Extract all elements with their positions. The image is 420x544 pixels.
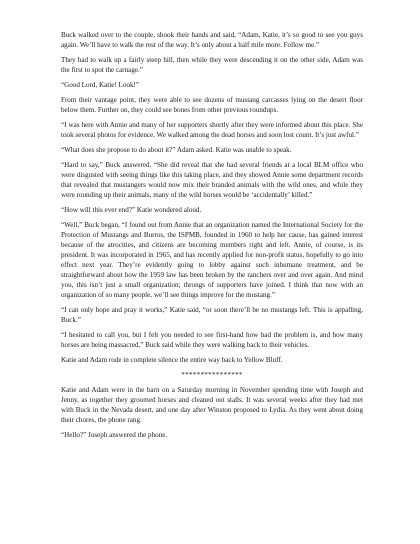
paragraph-7: “Hard to say,” Buck answered. “She did reveal that she had several friends at a local BLM office who were disgusted with seeing things like this taking place, and they showed Annie some department records that revealed that mustangers would now mix their branded animals with the wild ones, and while they were rounding up their animals, many of the wild horses would be ‘accidentally’ killed.” [61,161,363,199]
paragraph-6: “What does she propose to do about it?” Adam asked. Katie was unable to speak. [61,146,292,154]
paragraph-8: “How will this ever end?” Katie wondered aloud. [61,206,202,214]
paragraph-9: “Well,” Buck began, “I found out from Annie that an organization named the International Society for the Protection of Mustangs and Burros, the ISPMB, founded in 1960 to help her cause, has gained interest because of the atrocities, and citizens are becoming members right and left. Annie, of course, is its president. It was incorporated in 1965, and has recently applied for non-profit status, hopefully to go into effect next year. They’re evidently going to lobby against such inhumane treatment, and be straightforward about how the 1959 law has been broken by the ranchers over and over again. And mind you, this isn’t just a small organization; throngs of supporters have joined. I think that now with an organization of so many people, we’ll see things improve for the mustang.” [61,221,363,299]
paragraph-13: Katie and Adam were in the barn on a Saturday morning in November spending time with Joseph and Jenny, as together they groomed horses and cleaned out stalls. It was several weeks after they had met with Buck in the Nevada desert, and one day after Winston proposed to Lydia. As they went about doing their chores, the phone rang. [61,386,363,424]
document-page [61,30,363,445]
paragraph-11: “I hesitated to call you, but I felt you needed to see first-hand how bad the problem is, and how many horses are being massacred,” Buck said while they were walking back to their vehicles. [61,331,363,349]
paragraph-14: “Hello?” Joseph answered the phone. [61,431,168,439]
section-separator: **************** [181,371,243,379]
paragraph-3: “Good Lord, Katie! Look!” [61,81,140,89]
paragraph-12: Katie and Adam rode in complete silence the entire way back to Yellow Bluff. [61,356,283,364]
paragraph-5: “I was here with Annie and many of her supporters shortly after they were informed about this place. She took several photos for evidence. We walked among the dead horses and soon lost count. It’s just awful.” [61,121,363,139]
paragraph-2: They had to walk up a fairly steep hill, then while they were descending it on the other side, Adam was the first to spot the carnage.” [61,56,363,74]
paragraph-1: Buck walked over to the couple, shook their hands and said, “Adam, Katie, it’s so good to see you guys again. We’ll have to walk the rest of the way. It’s only about a half mile more. Follow me.” [61,31,363,49]
paragraph-4: From their vantage point, they were able to see dozens of mustang carcasses lying on the desert floor below them. Further on, they could see bones from other previous roundups. [61,96,363,114]
paragraph-10: “I can only hope and pray it works,” Katie said, “or soon there’ll be no mustangs left. This is appalling, Buck.” [61,306,363,324]
